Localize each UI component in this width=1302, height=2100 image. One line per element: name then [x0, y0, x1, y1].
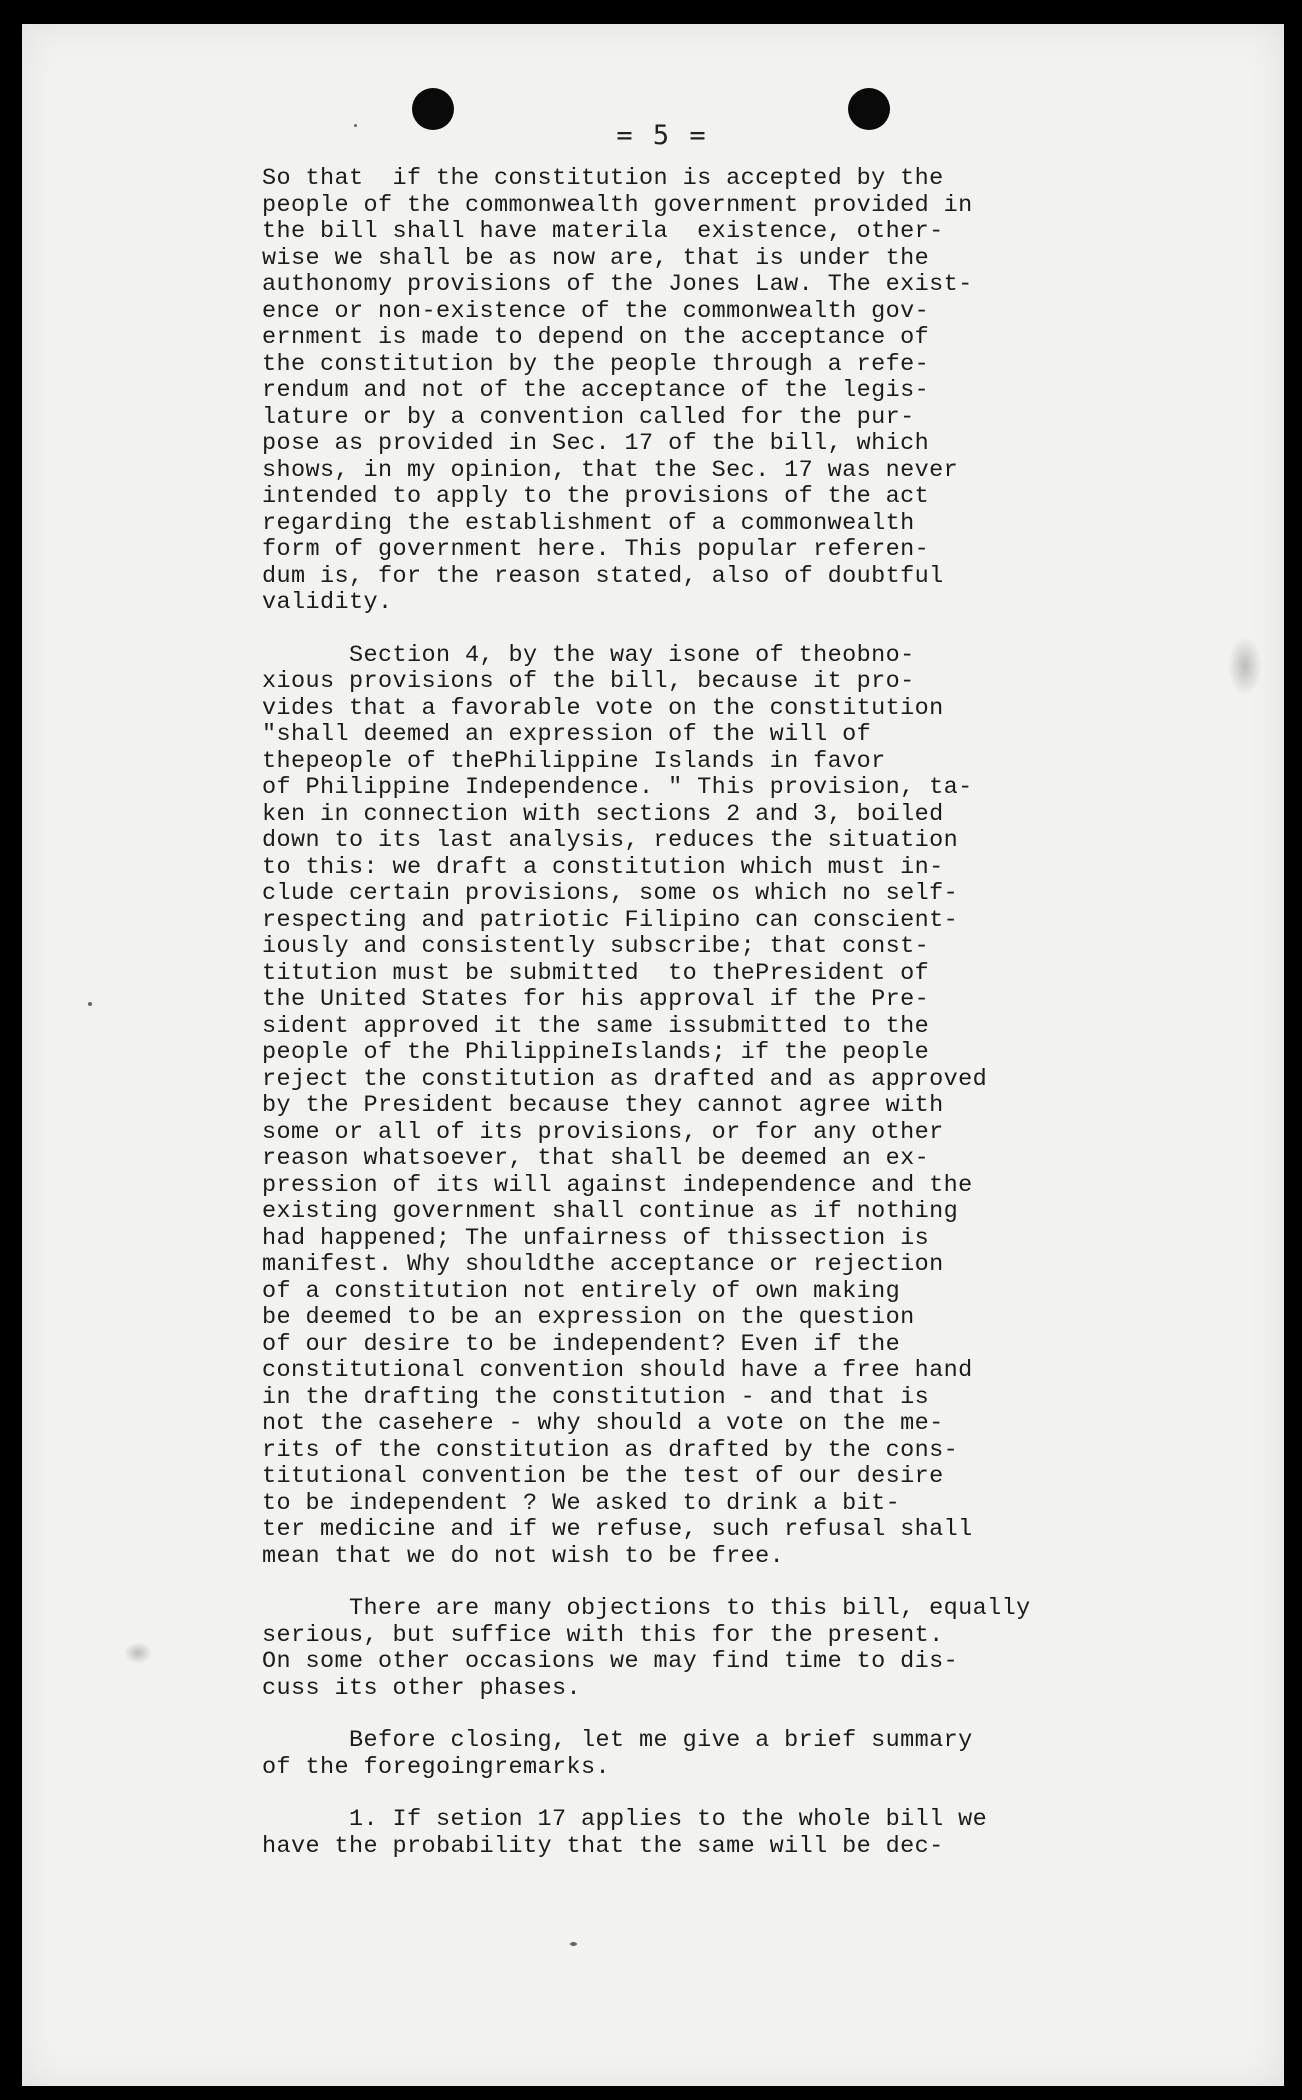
text-line: ernment is made to depend on the acceptance of	[262, 324, 930, 351]
text-line: lature or by a convention called for the pur-	[262, 403, 915, 431]
text-line: be deemed to be an expression on the question	[262, 1304, 915, 1331]
text-line: sident approved it the same issubmitted to the	[262, 1012, 930, 1040]
text-line: So that if the constitution is accepted by the	[262, 165, 944, 192]
text-line: On some other occasions we may find time to dis-	[262, 1648, 959, 1675]
text-line: constitutional convention should have a free hand	[262, 1357, 973, 1384]
text-line: had happened; The unfairness of thissection is	[262, 1224, 930, 1252]
text-line: titutional convention be the test of our desire	[262, 1463, 944, 1490]
text-line: of Philippine Independence. " This provision, ta-	[262, 774, 973, 801]
text-line: iously and consistently subscribe; that const-	[262, 933, 930, 960]
text-line: reject the constitution as drafted and as approved	[262, 1065, 988, 1093]
text-line: to this: we draft a constitution which must in-	[262, 853, 944, 881]
text-line: mean that we do not wish to be free.	[262, 1542, 785, 1570]
text-line: the bill shall have materila existence, other-	[262, 218, 944, 245]
text-line: clude certain provisions, some os which no self-	[262, 880, 959, 907]
text-line: There are many objections to this bill, equally	[262, 1595, 1031, 1622]
paragraph	[262, 1807, 1122, 1860]
text-line: of our desire to be independent? Even if the	[262, 1330, 901, 1358]
punch-hole-right	[848, 88, 890, 130]
text-line: pression of its will against independence and the	[262, 1171, 973, 1199]
text-line: pose as provided in Sec. 17 of the bill, which	[262, 430, 930, 457]
text-line: rits of the constitution as drafted by the cons-	[262, 1436, 959, 1464]
text-line: not the casehere - why should a vote on the me-	[262, 1410, 944, 1437]
text-line: of the foregoingremarks.	[262, 1753, 611, 1781]
text-line: ken in connection with sections 2 and 3, boiled	[262, 800, 944, 828]
text-line: authonomy provisions of the Jones Law. The exist-	[262, 271, 973, 298]
text-line: have the probability that the same will be dec-	[262, 1832, 944, 1860]
text-line: reason whatsoever, that shall be deemed an ex-	[262, 1145, 930, 1172]
text-line: people of the PhilippineIslands; if the people	[262, 1039, 930, 1066]
text-line: ter medicine and if we refuse, such refusal shall	[262, 1516, 973, 1543]
text-line: some or all of its provisions, or for any other	[262, 1118, 944, 1146]
paragraph	[262, 166, 1122, 617]
text-line: in the drafting the constitution - and that is	[262, 1383, 930, 1411]
text-line: xious provisions of the bill, because it pro-	[262, 668, 915, 695]
text-line: the constitution by the people through a refe-	[262, 350, 930, 378]
text-line: titution must be submitted to thePresident of	[262, 959, 930, 987]
text-line: respecting and patriotic Filipino can conscient-	[262, 906, 959, 934]
text-line: Section 4, by the way isone of theobno-	[262, 641, 915, 669]
paragraph	[262, 1596, 1122, 1702]
text-line: by the President because they cannot agree with	[262, 1092, 944, 1119]
text-line: form of government here. This popular referen-	[262, 536, 930, 563]
paragraph	[262, 643, 1122, 1571]
text-line: intended to apply to the provisions of the act	[262, 483, 930, 510]
text-line: 1. If setion 17 applies to the whole bill we	[262, 1806, 988, 1833]
text-line: existing government shall continue as if nothing	[262, 1198, 959, 1225]
paper-speck	[354, 124, 357, 127]
text-line: to be independent ? We asked to drink a bit-	[262, 1489, 901, 1517]
text-line: the United States for his approval if the Pre-	[262, 986, 930, 1013]
text-line: rendum and not of the acceptance of the legis-	[262, 377, 930, 404]
paper-speck	[88, 1002, 92, 1006]
text-line: people of the commonwealth government provided in	[262, 191, 973, 219]
punch-hole-left	[412, 88, 454, 130]
text-line: shows, in my opinion, that the Sec. 17 was never	[262, 456, 959, 484]
text-line: serious, but suffice with this for the present.	[262, 1621, 944, 1649]
paper-stain	[1228, 636, 1262, 696]
text-line: regarding the establishment of a commonwealth	[262, 509, 915, 537]
text-line: manifest. Why shouldthe acceptance or rejection	[262, 1251, 944, 1278]
text-line: ence or non-existence of the commonwealth gov-	[262, 297, 930, 325]
page-number: = 5 =	[616, 120, 708, 151]
text-line: dum is, for the reason stated, also of doubtful	[262, 562, 944, 590]
margin-mark	[124, 1642, 152, 1664]
text-line: validity.	[262, 589, 393, 616]
paragraph	[262, 1728, 1122, 1781]
text-line: vides that a favorable vote on the constitution	[262, 694, 944, 722]
text-line: wise we shall be as now are, that is under the	[262, 244, 930, 272]
text-line: of a constitution not entirely of own making	[262, 1277, 901, 1305]
text-line: Before closing, let me give a brief summary	[262, 1727, 973, 1754]
document-body	[262, 166, 1122, 1886]
text-line: thepeople of thePhilippine Islands in favor	[262, 747, 886, 775]
text-line: down to its last analysis, reduces the situation	[262, 827, 959, 854]
paper-speck	[570, 1942, 577, 1946]
text-line: cuss its other phases.	[262, 1674, 582, 1702]
text-line: "shall deemed an expression of the will of	[262, 721, 872, 748]
